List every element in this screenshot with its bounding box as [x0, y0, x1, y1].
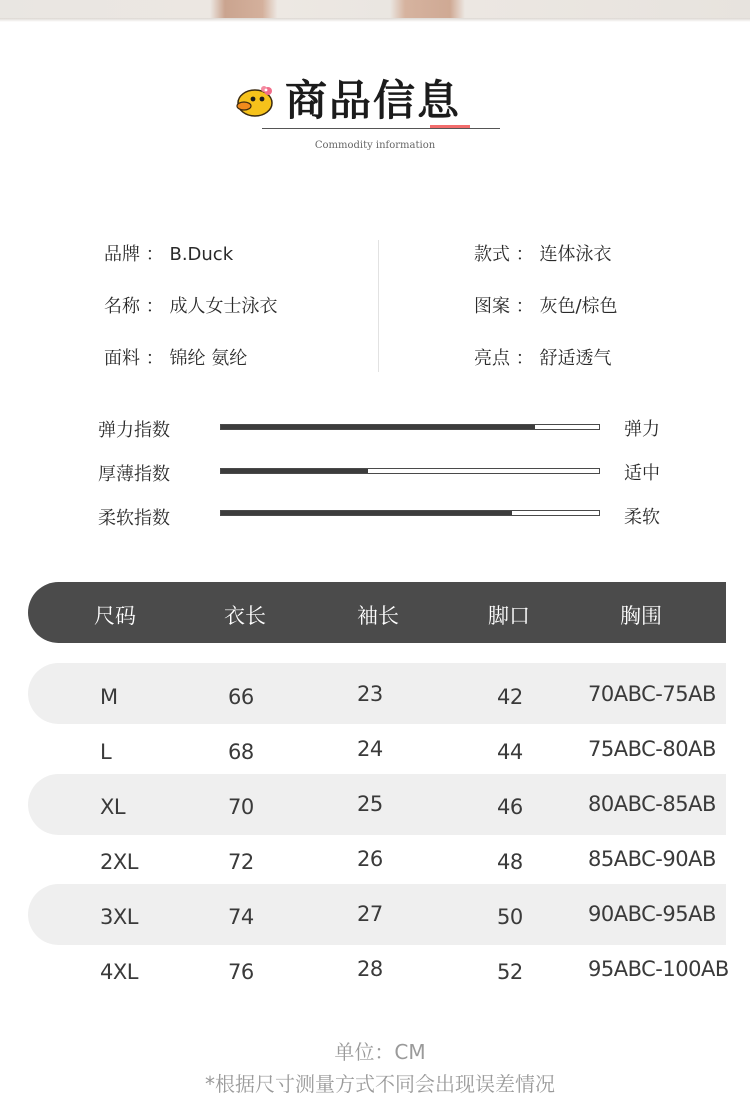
info-value: 成人女士泳衣 [169, 296, 278, 317]
size-table-header [28, 582, 726, 643]
cell-size: M [100, 685, 118, 709]
cell-leg-opening: 44 [497, 740, 523, 764]
thickness-value: 适中 [624, 463, 660, 484]
cell-size: 4XL [100, 960, 138, 984]
cell-sleeve: 23 [357, 682, 383, 706]
info-label: 面料 [104, 348, 140, 369]
cell-length: 70 [228, 795, 254, 819]
cell-sleeve: 24 [357, 737, 383, 761]
info-sep: ： [145, 244, 164, 265]
info-value: 连体泳衣 [539, 244, 612, 265]
softness-bar-fill [221, 511, 512, 515]
cell-size: L [100, 740, 112, 764]
info-value: 灰色/棕色 [539, 296, 618, 317]
info-fabric [104, 344, 247, 370]
thickness-label: 厚薄指数 [98, 464, 170, 485]
info-style [474, 240, 611, 266]
cell-leg-opening: 42 [497, 685, 523, 709]
title-underline [262, 128, 500, 129]
softness-bar [220, 510, 600, 516]
header-sleeve: 袖长 [357, 604, 399, 628]
cell-sleeve: 25 [357, 792, 383, 816]
info-pattern [474, 292, 618, 318]
header-bust: 胸围 [620, 604, 662, 628]
header-length: 衣长 [224, 604, 266, 628]
info-brand [104, 240, 233, 266]
duck-logo-icon [235, 84, 275, 118]
cell-leg-opening: 46 [497, 795, 523, 819]
cell-length: 66 [228, 685, 254, 709]
header-size: 尺码 [94, 604, 136, 628]
info-sep: ： [515, 296, 534, 317]
unit-note: 单位：CM [334, 1040, 426, 1064]
info-highlight [474, 344, 611, 370]
top-photo-edge [0, 0, 750, 18]
info-sep: ： [515, 244, 534, 265]
header-leg-opening: 脚口 [488, 604, 530, 628]
info-sep: ： [145, 348, 164, 369]
cell-sleeve: 26 [357, 847, 383, 871]
cell-length: 68 [228, 740, 254, 764]
measurement-disclaimer: *根据尺寸测量方式不同会出现误差情况 [205, 1072, 555, 1096]
info-label: 亮点 [474, 348, 510, 369]
cell-leg-opening: 50 [497, 905, 523, 929]
cell-bust: 85ABC-90AB [588, 847, 716, 871]
cell-leg-opening: 52 [497, 960, 523, 984]
page-subtitle: Commodity information [314, 140, 436, 151]
cell-length: 72 [228, 850, 254, 874]
cell-bust: 80ABC-85AB [588, 792, 716, 816]
photo-fade [0, 18, 750, 22]
info-label: 图案 [474, 296, 510, 317]
cell-leg-opening: 48 [497, 850, 523, 874]
cell-size: XL [100, 795, 126, 819]
info-value: 舒适透气 [539, 348, 612, 369]
section-title [0, 72, 750, 162]
info-value: 锦纶 氨纶 [169, 348, 248, 369]
info-value: B.Duck [169, 244, 234, 265]
elasticity-bar-fill [221, 425, 535, 429]
thickness-bar-fill [221, 469, 368, 473]
info-name [104, 292, 277, 318]
cell-bust: 90ABC-95AB [588, 902, 716, 926]
thickness-bar [220, 468, 600, 474]
cell-sleeve: 27 [357, 902, 383, 926]
cell-size: 2XL [100, 850, 138, 874]
elasticity-bar [220, 424, 600, 430]
cell-bust: 95ABC-100AB [588, 957, 729, 981]
softness-value: 柔软 [624, 507, 660, 528]
info-sep: ： [145, 296, 164, 317]
cell-length: 74 [228, 905, 254, 929]
page-title: 商品信息 [285, 76, 462, 125]
cell-size: 3XL [100, 905, 138, 929]
elasticity-label: 弹力指数 [98, 420, 170, 441]
cell-sleeve: 28 [357, 957, 383, 981]
info-sep: ： [515, 348, 534, 369]
cell-bust: 70ABC-75AB [588, 682, 716, 706]
title-underline-accent [430, 125, 470, 128]
cell-length: 76 [228, 960, 254, 984]
info-label: 品牌 [104, 244, 140, 265]
elasticity-value: 弹力 [624, 419, 660, 440]
softness-label: 柔软指数 [98, 508, 170, 529]
info-label: 款式 [474, 244, 510, 265]
info-divider [378, 240, 379, 372]
info-label: 名称 [104, 296, 140, 317]
cell-bust: 75ABC-80AB [588, 737, 716, 761]
